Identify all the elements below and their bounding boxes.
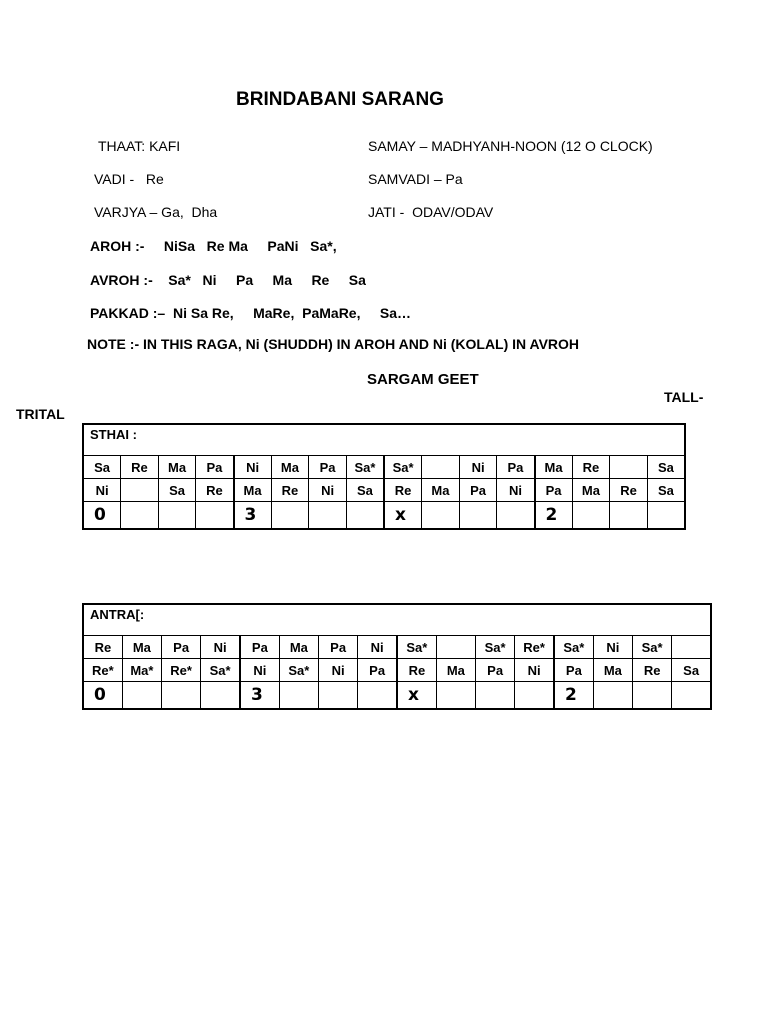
- antra-label: ANTRA[:: [83, 604, 711, 636]
- note-cell: Sa: [346, 479, 384, 502]
- sthai-row1: [83, 456, 685, 479]
- note-cell: Ni: [234, 456, 272, 479]
- note-cell: Re: [196, 479, 234, 502]
- avroh-text: AVROH :- Sa* Ni Pa Ma Re Sa: [90, 272, 366, 288]
- note-cell: Re: [384, 479, 422, 502]
- note-cell: [422, 456, 460, 479]
- tala-mark-cell: 2: [535, 502, 573, 530]
- note-cell: Pa: [319, 636, 358, 659]
- note-cell: Re: [397, 659, 436, 682]
- tala-mark-cell: [271, 502, 309, 530]
- jati-text: JATI - ODAV/ODAV: [368, 204, 494, 220]
- note-cell: Sa*: [201, 659, 240, 682]
- note-cell: Ma: [436, 659, 475, 682]
- note-cell: Re: [572, 456, 610, 479]
- samay-text: SAMAY – MADHYANH-NOON (12 O CLOCK): [368, 138, 653, 154]
- antra-tala: [83, 682, 711, 710]
- note-cell: Re*: [515, 636, 554, 659]
- note-cell: [610, 456, 648, 479]
- note-cell: Ma: [572, 479, 610, 502]
- tala-mark-cell: [672, 682, 711, 710]
- note-cell: Pa: [240, 636, 279, 659]
- note-cell: Pa: [459, 479, 497, 502]
- tala-mark-cell: x: [397, 682, 436, 710]
- note-cell: [672, 636, 711, 659]
- antra-table: [82, 603, 712, 710]
- note-cell: Re*: [162, 659, 201, 682]
- tala-mark-cell: [122, 682, 161, 710]
- note-cell: Ma: [158, 456, 196, 479]
- note-cell: Sa*: [633, 636, 672, 659]
- note-cell: Pa: [497, 456, 535, 479]
- note-cell: Re: [271, 479, 309, 502]
- tala-mark-cell: [319, 682, 358, 710]
- samvadi-text: SAMVADI – Pa: [368, 171, 463, 187]
- tala-mark-cell: 3: [234, 502, 272, 530]
- note-cell: Sa: [158, 479, 196, 502]
- tala-mark-cell: x: [384, 502, 422, 530]
- tall-label: TALL-: [664, 389, 704, 405]
- tala-mark-cell: [497, 502, 535, 530]
- note-cell: Ma: [422, 479, 460, 502]
- note-cell: Pa: [162, 636, 201, 659]
- note-cell: Pa: [535, 479, 573, 502]
- page-title: BRINDABANI SARANG: [236, 89, 444, 110]
- tala-mark-cell: [593, 682, 632, 710]
- tala-mark-cell: 0: [83, 682, 122, 710]
- tala-mark-cell: [279, 682, 318, 710]
- tala-mark-cell: [158, 502, 196, 530]
- note-cell: Pa: [309, 456, 347, 479]
- note-cell: Ma: [593, 659, 632, 682]
- note-cell: Pa: [554, 659, 593, 682]
- tala-mark-cell: [476, 682, 515, 710]
- note-cell: Ni: [309, 479, 347, 502]
- tala-mark-cell: [346, 502, 384, 530]
- note-cell: Re*: [83, 659, 122, 682]
- vadi-text: VADI - Re: [94, 171, 164, 187]
- note-cell: Sa*: [279, 659, 318, 682]
- tala-mark-cell: 2: [554, 682, 593, 710]
- pakkad-text: PAKKAD :– Ni Sa Re, MaRe, PaMaRe, Sa…: [90, 305, 412, 321]
- antra-row1: [83, 636, 711, 659]
- note-cell: Re: [610, 479, 648, 502]
- note-cell: Re: [83, 636, 122, 659]
- note-cell: Sa: [647, 456, 685, 479]
- sthai-row2: [83, 479, 685, 502]
- note-cell: Re: [633, 659, 672, 682]
- tala-mark-cell: 3: [240, 682, 279, 710]
- note-cell: Ni: [319, 659, 358, 682]
- antra-row2: [83, 659, 711, 682]
- thaat-text: THAAT: KAFI: [98, 138, 181, 154]
- note-cell: Ni: [240, 659, 279, 682]
- note-cell: Ma: [122, 636, 161, 659]
- varjya-text: VARJYA – Ga, Dha: [94, 204, 218, 220]
- note-cell: Re: [121, 456, 159, 479]
- note-cell: Sa: [672, 659, 711, 682]
- tala-mark-cell: [515, 682, 554, 710]
- note-cell: Sa*: [397, 636, 436, 659]
- trital-label: TRITAL: [16, 406, 65, 422]
- tala-mark-cell: [121, 502, 159, 530]
- tala-mark-cell: [436, 682, 475, 710]
- tala-mark-cell: 0: [83, 502, 121, 530]
- note-cell: Sa*: [384, 456, 422, 479]
- note-cell: Ni: [593, 636, 632, 659]
- note-cell: Ni: [497, 479, 535, 502]
- tala-mark-cell: [422, 502, 460, 530]
- note-cell: Ni: [83, 479, 121, 502]
- tala-mark-cell: [572, 502, 610, 530]
- sthai-label: STHAI :: [83, 424, 685, 456]
- tala-mark-cell: [610, 502, 648, 530]
- note-cell: Ni: [201, 636, 240, 659]
- aroh-text: AROH :- NiSa Re Ma PaNi Sa*,: [90, 238, 337, 254]
- sargam-geet-heading: SARGAM GEET: [367, 371, 479, 388]
- tala-mark-cell: [309, 502, 347, 530]
- tala-mark-cell: [647, 502, 685, 530]
- note-cell: Sa: [647, 479, 685, 502]
- note-cell: [436, 636, 475, 659]
- tala-mark-cell: [358, 682, 397, 710]
- note-cell: Ni: [515, 659, 554, 682]
- note-text: NOTE :- IN THIS RAGA, Ni (SHUDDH) IN AROH AND Ni (KOLAL) IN AVROH: [87, 336, 580, 352]
- note-cell: Sa*: [346, 456, 384, 479]
- note-cell: Ni: [459, 456, 497, 479]
- note-cell: [121, 479, 159, 502]
- note-cell: Ma: [234, 479, 272, 502]
- note-cell: Ni: [358, 636, 397, 659]
- tala-mark-cell: [196, 502, 234, 530]
- sthai-tala: [83, 502, 685, 530]
- tala-mark-cell: [162, 682, 201, 710]
- tala-mark-cell: [459, 502, 497, 530]
- note-cell: Sa*: [476, 636, 515, 659]
- tala-mark-cell: [633, 682, 672, 710]
- note-cell: Ma: [279, 636, 318, 659]
- note-cell: Sa: [83, 456, 121, 479]
- tala-mark-cell: [201, 682, 240, 710]
- note-cell: Pa: [358, 659, 397, 682]
- sthai-table: [82, 423, 686, 530]
- note-cell: Ma: [535, 456, 573, 479]
- note-cell: Ma: [271, 456, 309, 479]
- note-cell: Sa*: [554, 636, 593, 659]
- note-cell: Ma*: [122, 659, 161, 682]
- note-cell: Pa: [196, 456, 234, 479]
- note-cell: Pa: [476, 659, 515, 682]
